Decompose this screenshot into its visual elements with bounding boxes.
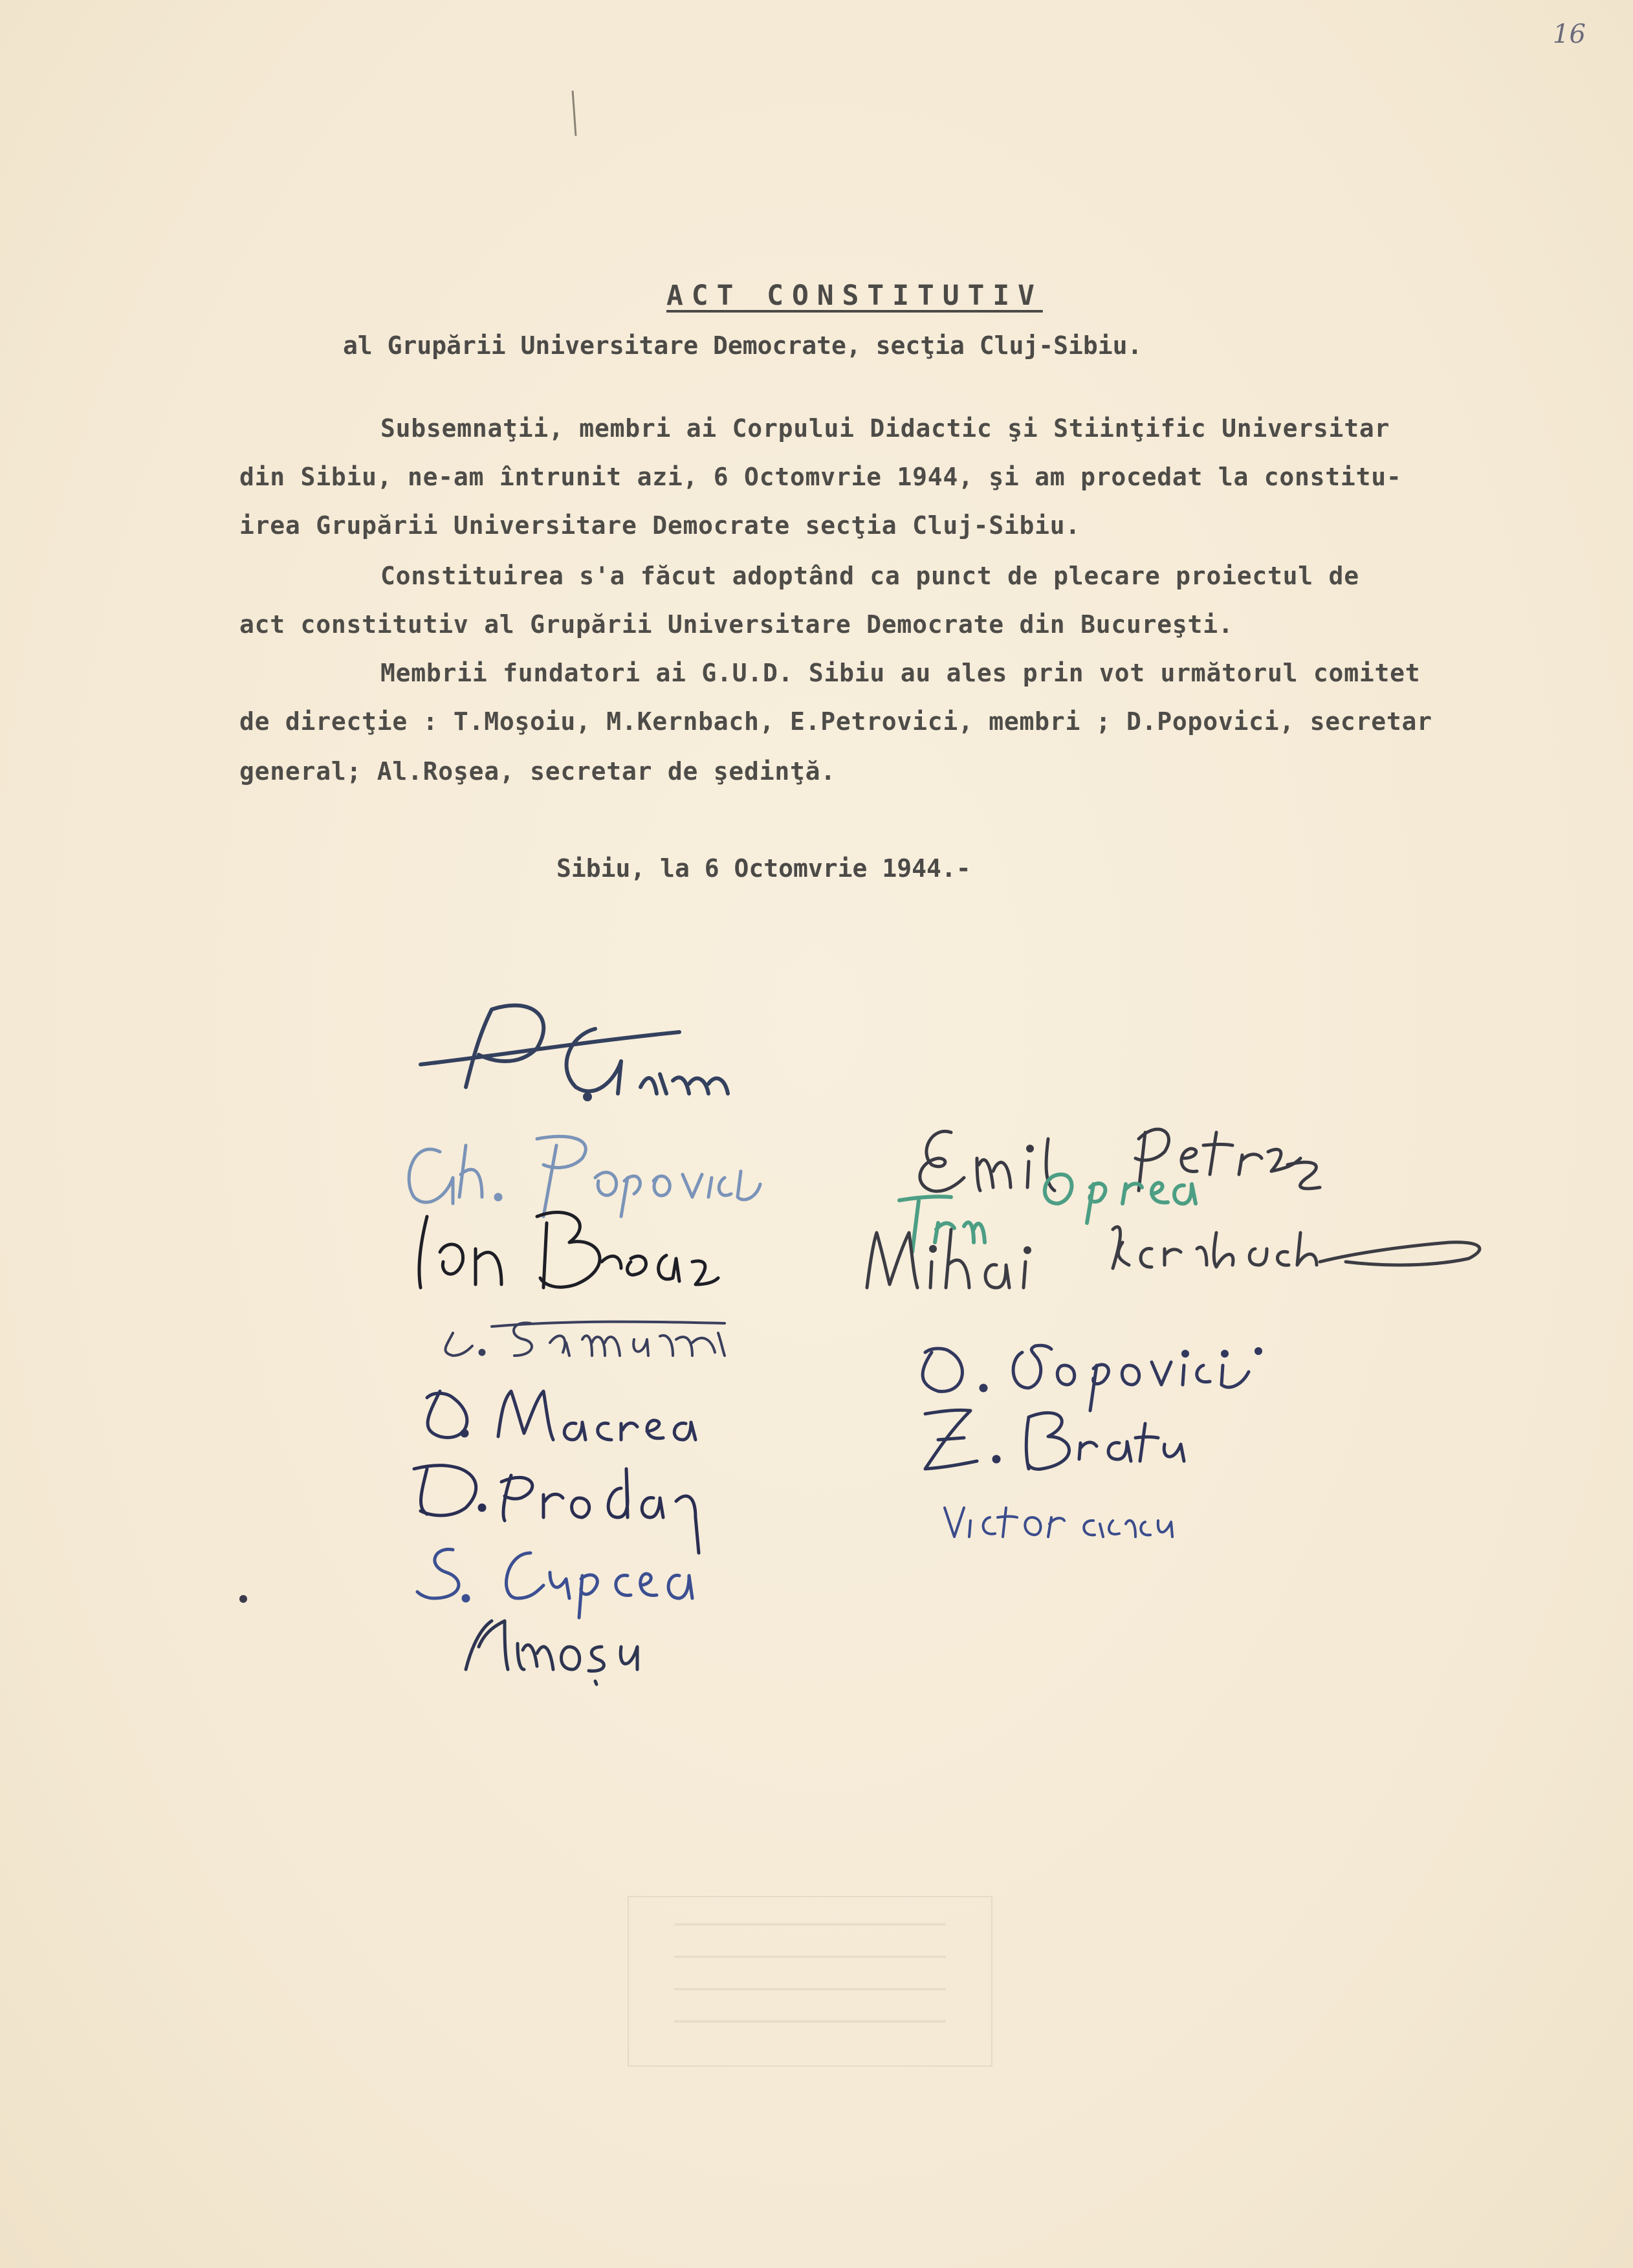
place-and-date: Sibiu, la 6 Octomvrie 1944.- xyxy=(556,854,971,883)
signature-grimm xyxy=(421,1006,728,1099)
body-line: Membrii fundatori ai G.U.D. Sibiu au ales prin vot următorul comitet xyxy=(380,659,1421,687)
page-number: 16 xyxy=(1553,19,1586,49)
body-line: de direcţie : T.Moşoiu, M.Kernbach, E.Petrovici, membri ; D.Popovici, secretar xyxy=(239,707,1432,736)
signature-l-samu xyxy=(445,1322,725,1356)
body-line: general; Al.Roşea, secretar de şedinţă. xyxy=(239,757,836,786)
signature-d-macrea xyxy=(427,1391,696,1440)
body-line: Subsemnaţii, membri ai Corpului Didactic şi Stiinţific Universitar xyxy=(380,414,1390,443)
signature-gh-popovici xyxy=(409,1136,760,1217)
ink-dot xyxy=(239,1595,247,1603)
signature-emil-petrovici xyxy=(920,1129,1320,1191)
signature-a-mosoiu xyxy=(466,1621,637,1684)
body-line: Constituirea s'a făcut adoptând ca punct de plecare proiectul de xyxy=(380,562,1359,590)
body-line: act constitutiv al Grupării Universitare Democrate din Bucureşti. xyxy=(239,610,1234,639)
signature-d-prodan xyxy=(414,1466,699,1553)
body-line: din Sibiu, ne-am întrunit azi, 6 Octomvrie 1944, şi am procedat la constitu- xyxy=(239,463,1402,491)
signature-d-popovici xyxy=(923,1345,1260,1411)
signature-mihai-kernbach xyxy=(867,1227,1480,1288)
document-title: ACT CONSTITUTIV xyxy=(666,280,1043,312)
body-line: irea Grupării Universitare Democrate secţia Cluj-Sibiu. xyxy=(239,511,1081,540)
signature-victor-iancu xyxy=(945,1508,1172,1537)
signature-s-craciun xyxy=(417,1549,692,1618)
signature-z-bratu xyxy=(925,1410,1184,1469)
faded-stamp xyxy=(628,1896,992,2067)
document-subtitle: al Grupării Universitare Democrate, secţia Cluj-Sibiu. xyxy=(343,331,1143,360)
signature-ion-breazu xyxy=(419,1213,718,1288)
signature-tr-oprea xyxy=(899,1174,1196,1252)
